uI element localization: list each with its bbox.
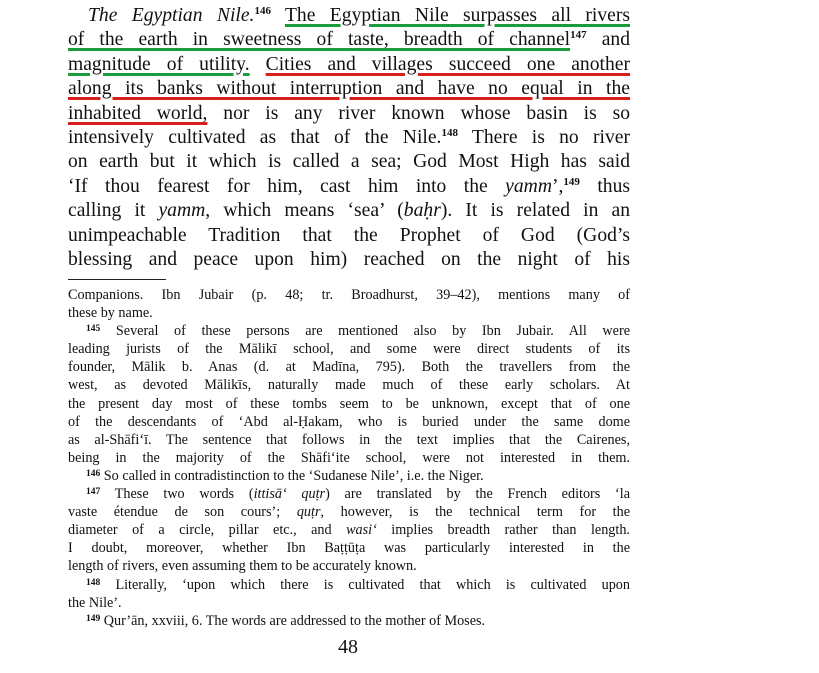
text-span: , however, is the technical term for the [320, 504, 631, 521]
text-span: ) are translated by the French editors ‘la [325, 486, 631, 503]
text-span: and [586, 29, 630, 51]
text-line [68, 175, 630, 199]
footnote-ref[interactable]: 146 [254, 5, 271, 17]
footnote-number: 146 [86, 468, 101, 479]
footnote-line [68, 322, 630, 340]
text-span: vaste étendue de son cours’; [68, 504, 297, 521]
text-line [68, 126, 630, 150]
footnote-line: as al-Shāfi‘ī. The sentence that follows in the text implies that the Cairenes, [68, 431, 630, 448]
footnote-line: I doubt, moreover, whether Ibn Baṭṭūṭa was particularly interested in the [68, 540, 630, 557]
footnote-line [68, 485, 630, 503]
text-line: blessing and peace upon him) reached on the night of his [68, 248, 630, 270]
footnote-line: the Nile’. [68, 594, 122, 611]
page-number: 48 [338, 636, 358, 658]
footnote-line: founder, Mālik b. Anas (d. at Madīna, 795). Both the travellers from the [68, 359, 630, 376]
text-span: ). It is related in an [440, 200, 630, 222]
green-highlight: magnitude of utility. [68, 53, 250, 75]
footnote-line: west, as devoted Mālikīs, naturally made much of these early scholars. At [68, 377, 630, 394]
text-line: unimpeachable Tradition that the Prophet of God (God’s [68, 224, 630, 246]
footnote-number: 145 [86, 324, 101, 335]
main-text [68, 4, 630, 272]
footnote-line: Companions. Ibn Jubair (p. 48; tr. Broadhurst, 39–42), mentions many of [68, 287, 630, 303]
text-span: ‘If thou fearest for him, cast him into the [68, 175, 506, 197]
footnote-ref[interactable]: 149 [563, 175, 580, 188]
text-span: So called in contradistinction to the ‘Sudanese Nile’, i.e. the Niger. [103, 467, 484, 484]
text-line [68, 53, 630, 77]
text-span: , which means ‘sea’ ( [205, 200, 404, 222]
footnote-number: 149 [86, 613, 101, 624]
red-highlight: Cities and villages succeed one another [265, 53, 630, 75]
text-line [68, 4, 630, 28]
text-span: calling it [68, 200, 159, 222]
text-span: thus [579, 175, 631, 197]
footnote-line [68, 521, 630, 539]
red-highlight: along its banks without interruption and have no equal in the [68, 78, 630, 100]
footnote-number: 148 [86, 577, 101, 588]
text-span: implies breadth rather than length. [376, 522, 630, 539]
text-span: There is no river [457, 126, 630, 148]
green-highlight: of the earth in sweetness of taste, breadth of channel [68, 29, 571, 51]
footnotes [68, 286, 630, 630]
red-highlight: inhabited world, [68, 102, 208, 124]
text-line [68, 102, 630, 126]
footnote-ref[interactable]: 148 [441, 126, 458, 139]
section-heading: The Egyptian Nile. [88, 5, 255, 26]
footnote-line [68, 576, 630, 594]
italic-word: yamm [505, 175, 552, 197]
text-line [68, 28, 630, 52]
footnote-divider [68, 279, 166, 280]
text-line [68, 77, 630, 101]
text-span: Literally, ‘upon which there is cultivated that which is cultivated upon [115, 576, 630, 593]
text-span: These two words ( [114, 486, 254, 503]
footnote-line: of the descendants of ‘Abd al-Ḥakam, who is buried under the same dome [68, 413, 630, 430]
footnote-line [68, 467, 630, 485]
footnote-line [68, 612, 630, 630]
footnote-line: being in the majority of the Shāfi‘ite school, were not interested in them. [68, 449, 630, 466]
text-span: Qur’ān, xxviii, 6. The words are addressed to the mother of Moses. [103, 612, 486, 629]
text-span: intensively cultivated as that of the Nile. [68, 126, 442, 148]
footnote-line [68, 503, 630, 521]
italic-word: wasi‘ [346, 522, 377, 539]
italic-word: baḥr [403, 200, 441, 222]
text-span: nor is any river known whose basin is so [207, 102, 630, 124]
footnote-ref[interactable]: 147 [570, 29, 587, 42]
footnote-number: 147 [86, 487, 101, 498]
footnote-line: length of rivers, even assuming them to be accurately known. [68, 558, 417, 575]
text-line: on earth but it which is called a sea; God Most High has said [68, 151, 630, 173]
italic-word: yamm [158, 200, 206, 222]
italic-word: quṭr [296, 504, 321, 521]
text-span: diameter of a circle, pillar etc., and [68, 522, 347, 539]
footnote-line: the present day most of these tombs seem to be unknown, except that of one [68, 395, 630, 412]
footnote-line: these by name. [68, 305, 153, 322]
green-highlight: The Egyptian Nile surpasses all rivers [284, 5, 630, 26]
footnote-line: leading jurists of the Mālikī school, and some were direct students of its [68, 341, 630, 358]
italic-word: ittisā‘ quṭr [253, 486, 326, 503]
text-span: ’, [551, 175, 564, 197]
text-span: Several of these persons are mentioned also by Ibn Jubair. All were [115, 323, 630, 340]
text-line [68, 199, 630, 223]
text-span [250, 54, 266, 75]
